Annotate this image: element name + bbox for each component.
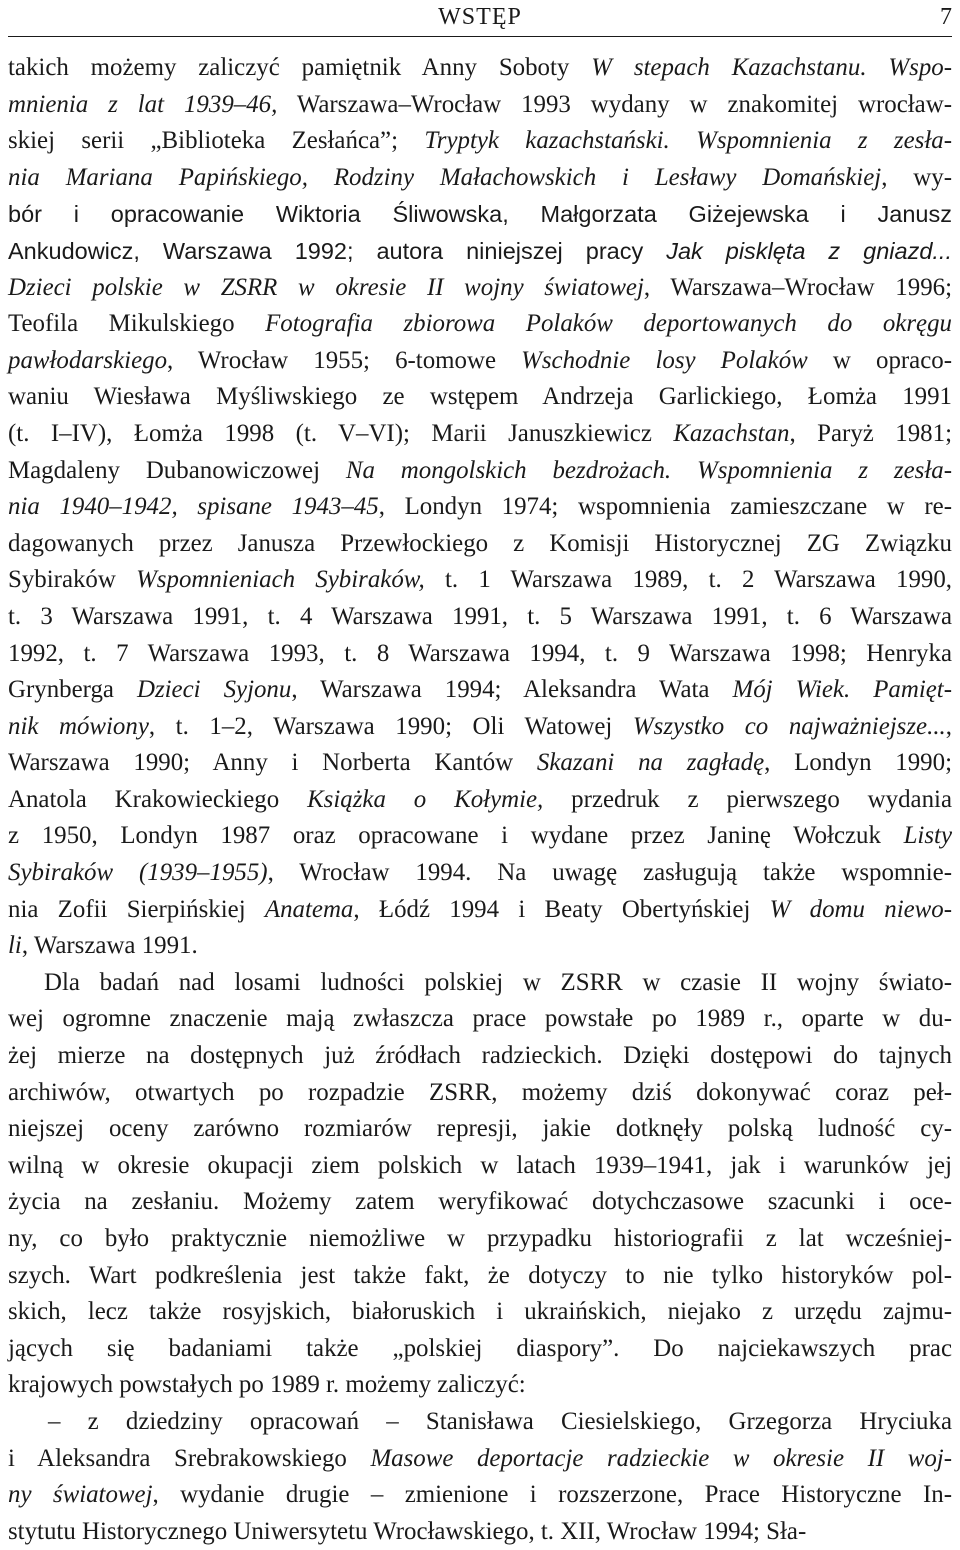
text-segment: stytutu Historycznego Uniwersytetu Wrocławskiego, t. XII, Wrocław 1994; Sła- [8, 1517, 807, 1545]
text-line [8, 1038, 952, 1075]
text-segment: , wydanie drugie – zmienione i rozszerzone, Prace Historyczne In- [152, 1481, 952, 1509]
text-segment: Wschodnie losy Polaków [521, 346, 808, 374]
book-page [8, 0, 953, 1545]
text-segment: skich, lecz także rosyjskich, białoruskich i ukraińskich, niejako z urzędu zajmu- [8, 1298, 952, 1326]
text-segment: wilną w okresie okupacji ziem polskich w latach 1939–1941, jak i warunków jej [8, 1151, 952, 1179]
text-segment: W stepach Kazachstanu. Wspo- [591, 54, 952, 81]
text-line [8, 1477, 952, 1514]
text-segment: z 1950, Londyn 1987 oraz opracowane i wydane przez Janinę Wołczuk [8, 822, 904, 850]
text-line [8, 196, 952, 233]
text-segment: Skazani na zagładę [536, 749, 765, 777]
text-line [8, 1111, 952, 1148]
text-segment: wej ogromne znaczenie mają zwłaszcza prace powstałe po 1989 r., oparte w du- [8, 1005, 952, 1033]
text-segment: i Aleksandra Srebrakowskiego [8, 1444, 371, 1472]
text-segment: krajowych powstałych po 1989 r. możemy zaliczyć: [8, 1371, 526, 1399]
body-text [8, 40, 952, 1550]
text-line [8, 782, 952, 819]
text-line [8, 416, 952, 453]
text-segment: Kazachstan [673, 419, 790, 447]
text-segment: przedruk z pierwszego wydania [543, 785, 952, 813]
text-segment: ny, co było praktycznie niemożliwe w przypadku historiografii z lat wcześniej- [8, 1225, 952, 1252]
text-segment: Fotografia zbiorowa Polaków deportowanych do okręgu [265, 310, 952, 338]
text-segment: Warszawa–Wrocław 1993 wydany w znakomitej wrocław- [277, 90, 952, 118]
running-head [8, 0, 952, 40]
text-segment: waniu Wiesława Myśliwskiego ze wstępem Andrzeja Garlickiego, Łomża 1991 [8, 383, 952, 411]
text-line [8, 233, 952, 270]
text-segment: archiwów, otwartych po rozpadzie ZSRR, możemy dziś dokonywać coraz peł- [8, 1078, 952, 1106]
text-line [8, 1075, 952, 1112]
text-segment: , Łódź 1994 i Beaty Obertyńskiej [353, 895, 770, 923]
text-segment: mnienia z lat 1939–46, [8, 90, 278, 118]
text-segment: , Paryż 1981; [789, 419, 952, 447]
text-line [8, 1184, 952, 1221]
text-line [8, 526, 952, 563]
text-segment: Dla badań nad losami ludności polskiej w ZSRR w czasie II wojny świato- [44, 968, 952, 996]
text-segment: Książka o Kołymie, [307, 785, 544, 813]
text-line [8, 928, 952, 965]
text-line [8, 965, 952, 1002]
text-segment: Mój Wiek. Pamięt- [732, 676, 952, 704]
text-segment: życia na zesłaniu. Możemy zatem weryfikować dotychczasowe szacunki i oce- [8, 1188, 952, 1216]
text-segment: nik mówiony [8, 712, 149, 740]
text-segment: Anatola Krakowieckiego [8, 785, 308, 813]
text-segment: , [945, 712, 953, 740]
text-segment: szych. Wart podkreślenia jest także fakt, że dotyczy to nie tylko historyków pol- [8, 1261, 952, 1289]
text-line [8, 1001, 952, 1038]
text-segment: Dzieci polskie w ZSRR w okresie II wojny światowej [8, 273, 644, 301]
text-line [8, 50, 952, 87]
text-line [8, 270, 952, 307]
text-segment: nia 1940–1942, spisane 1943–45 [8, 493, 379, 521]
text-segment: , Warszawa 1994; Aleksandra Wata [291, 676, 733, 704]
text-line [8, 1514, 952, 1550]
text-segment: w opraco- [807, 346, 953, 374]
text-segment: Anatema [264, 895, 354, 923]
text-line [8, 745, 952, 782]
text-line [8, 1367, 952, 1404]
text-line [8, 1404, 952, 1441]
running-title: WSTĘP [438, 4, 522, 30]
text-line [8, 562, 952, 599]
text-segment: ny światowej [8, 1481, 153, 1509]
text-line [8, 379, 952, 416]
text-segment: , t. 1–2, Warszawa 1990; Oli Watowej [148, 712, 633, 740]
text-segment: Tryptyk kazachstański. Wspomnienia z zesła- [424, 127, 953, 155]
text-segment: Teofila Mikulskiego [8, 310, 266, 338]
header-rule [8, 36, 952, 37]
text-segment: żej mierze na dostępnych już źródłach radzieckich. Dzięki dostępowi do tajnych [8, 1042, 952, 1070]
text-segment: 1992, t. 7 Warszawa 1993, t. 8 Warszawa 1994, t. 9 Warszawa 1998; Henryka [8, 639, 952, 667]
text-segment: jących się badaniami także „polskiej diaspory”. Do najciekawszych prac [8, 1334, 952, 1362]
text-segment: niejszej oceny zarówno rozmiarów represji, jakie dotknęły polską ludność cy- [8, 1115, 952, 1143]
text-segment: Sybiraków (1939–1955) [8, 859, 268, 887]
text-line [8, 160, 952, 197]
text-segment: pawłodarskiego [8, 346, 168, 374]
text-segment: skiej serii „Biblioteka Zesłańca”; [8, 127, 425, 155]
text-line [8, 123, 952, 160]
text-line [8, 709, 952, 746]
text-segment: nia Mariana Papińskiego, Rodziny Małachowskich i Lesławy Domańskiej [8, 163, 882, 191]
text-segment: , Wrocław 1994. Na uwagę zasługują także wspomnie- [267, 859, 952, 887]
text-segment: , Wrocław 1955; 6-tomowe [167, 346, 522, 374]
text-line [8, 855, 952, 892]
text-segment: nia Zofii Sierpińskiej [8, 895, 265, 923]
text-segment: Jak pisklęta z gniazd... [666, 237, 952, 264]
text-segment: , Londyn 1974; wspomnienia zamieszczane w re- [378, 493, 952, 521]
text-line [8, 87, 952, 124]
text-line [8, 343, 952, 380]
text-line [8, 892, 952, 929]
text-segment: – z dziedziny opracowań – Stanisława Ciesielskiego, Grzegorza Hryciuka [48, 1407, 952, 1435]
text-line [8, 306, 952, 343]
text-segment: W domu niewo- [769, 895, 952, 923]
text-line [8, 453, 952, 490]
text-segment: , Londyn 1990; [764, 749, 952, 777]
text-line [8, 1148, 952, 1185]
text-line [8, 1441, 952, 1478]
text-segment: Magdaleny Dubanowiczowej [8, 456, 346, 484]
text-segment: , wy- [881, 163, 953, 191]
text-segment: bór i opracowanie Wiktoria Śliwowska, Małgorzata Giżejewska i Janusz [8, 201, 952, 228]
text-segment: Wszystko co najważniejsze... [632, 712, 946, 740]
text-segment: t. 3 Warszawa 1991, t. 4 Warszawa 1991, t. 5 Warszawa 1991, t. 6 Warszawa [8, 602, 952, 630]
text-segment: , Warszawa 1991. [21, 932, 198, 960]
text-line [8, 489, 952, 526]
text-segment: Ankudowicz, Warszawa 1992; autora niniejszej pracy [8, 237, 667, 264]
text-segment: Sybiraków [8, 566, 137, 594]
text-segment: t. 1 Warszawa 1989, t. 2 Warszawa 1990, [424, 566, 953, 594]
text-line [8, 818, 952, 855]
text-line [8, 1221, 952, 1258]
text-line [8, 599, 952, 636]
text-segment: takich możemy zaliczyć pamiętnik Anny Soboty [8, 54, 592, 81]
text-segment: Grynberga [8, 676, 137, 704]
text-line [8, 672, 952, 709]
text-segment: Wspomnieniach Sybiraków, [136, 566, 425, 594]
text-line [8, 1258, 952, 1295]
text-line [8, 636, 952, 673]
text-segment: (t. I–IV), Łomża 1998 (t. V–VI); Marii Januszkiewicz [8, 419, 674, 447]
text-segment: Listy [903, 822, 952, 850]
text-segment: dagowanych przez Janusza Przewłockiego z Komisji Historycznej ZG Związku [8, 529, 952, 557]
text-segment: , Warszawa–Wrocław 1996; [643, 273, 952, 301]
text-segment: Na mongolskich bezdrożach. Wspomnienia z zesła- [345, 456, 952, 484]
text-line [8, 1294, 952, 1331]
text-segment: Warszawa 1990; Anny i Norberta Kantów [8, 749, 537, 777]
text-line [8, 1331, 952, 1368]
text-segment: Masowe deportacje radzieckie w okresie II woj- [370, 1444, 952, 1472]
text-segment: Dzieci Syjonu [136, 676, 292, 704]
page-number: 7 [940, 4, 952, 30]
text-segment: li [8, 932, 22, 960]
